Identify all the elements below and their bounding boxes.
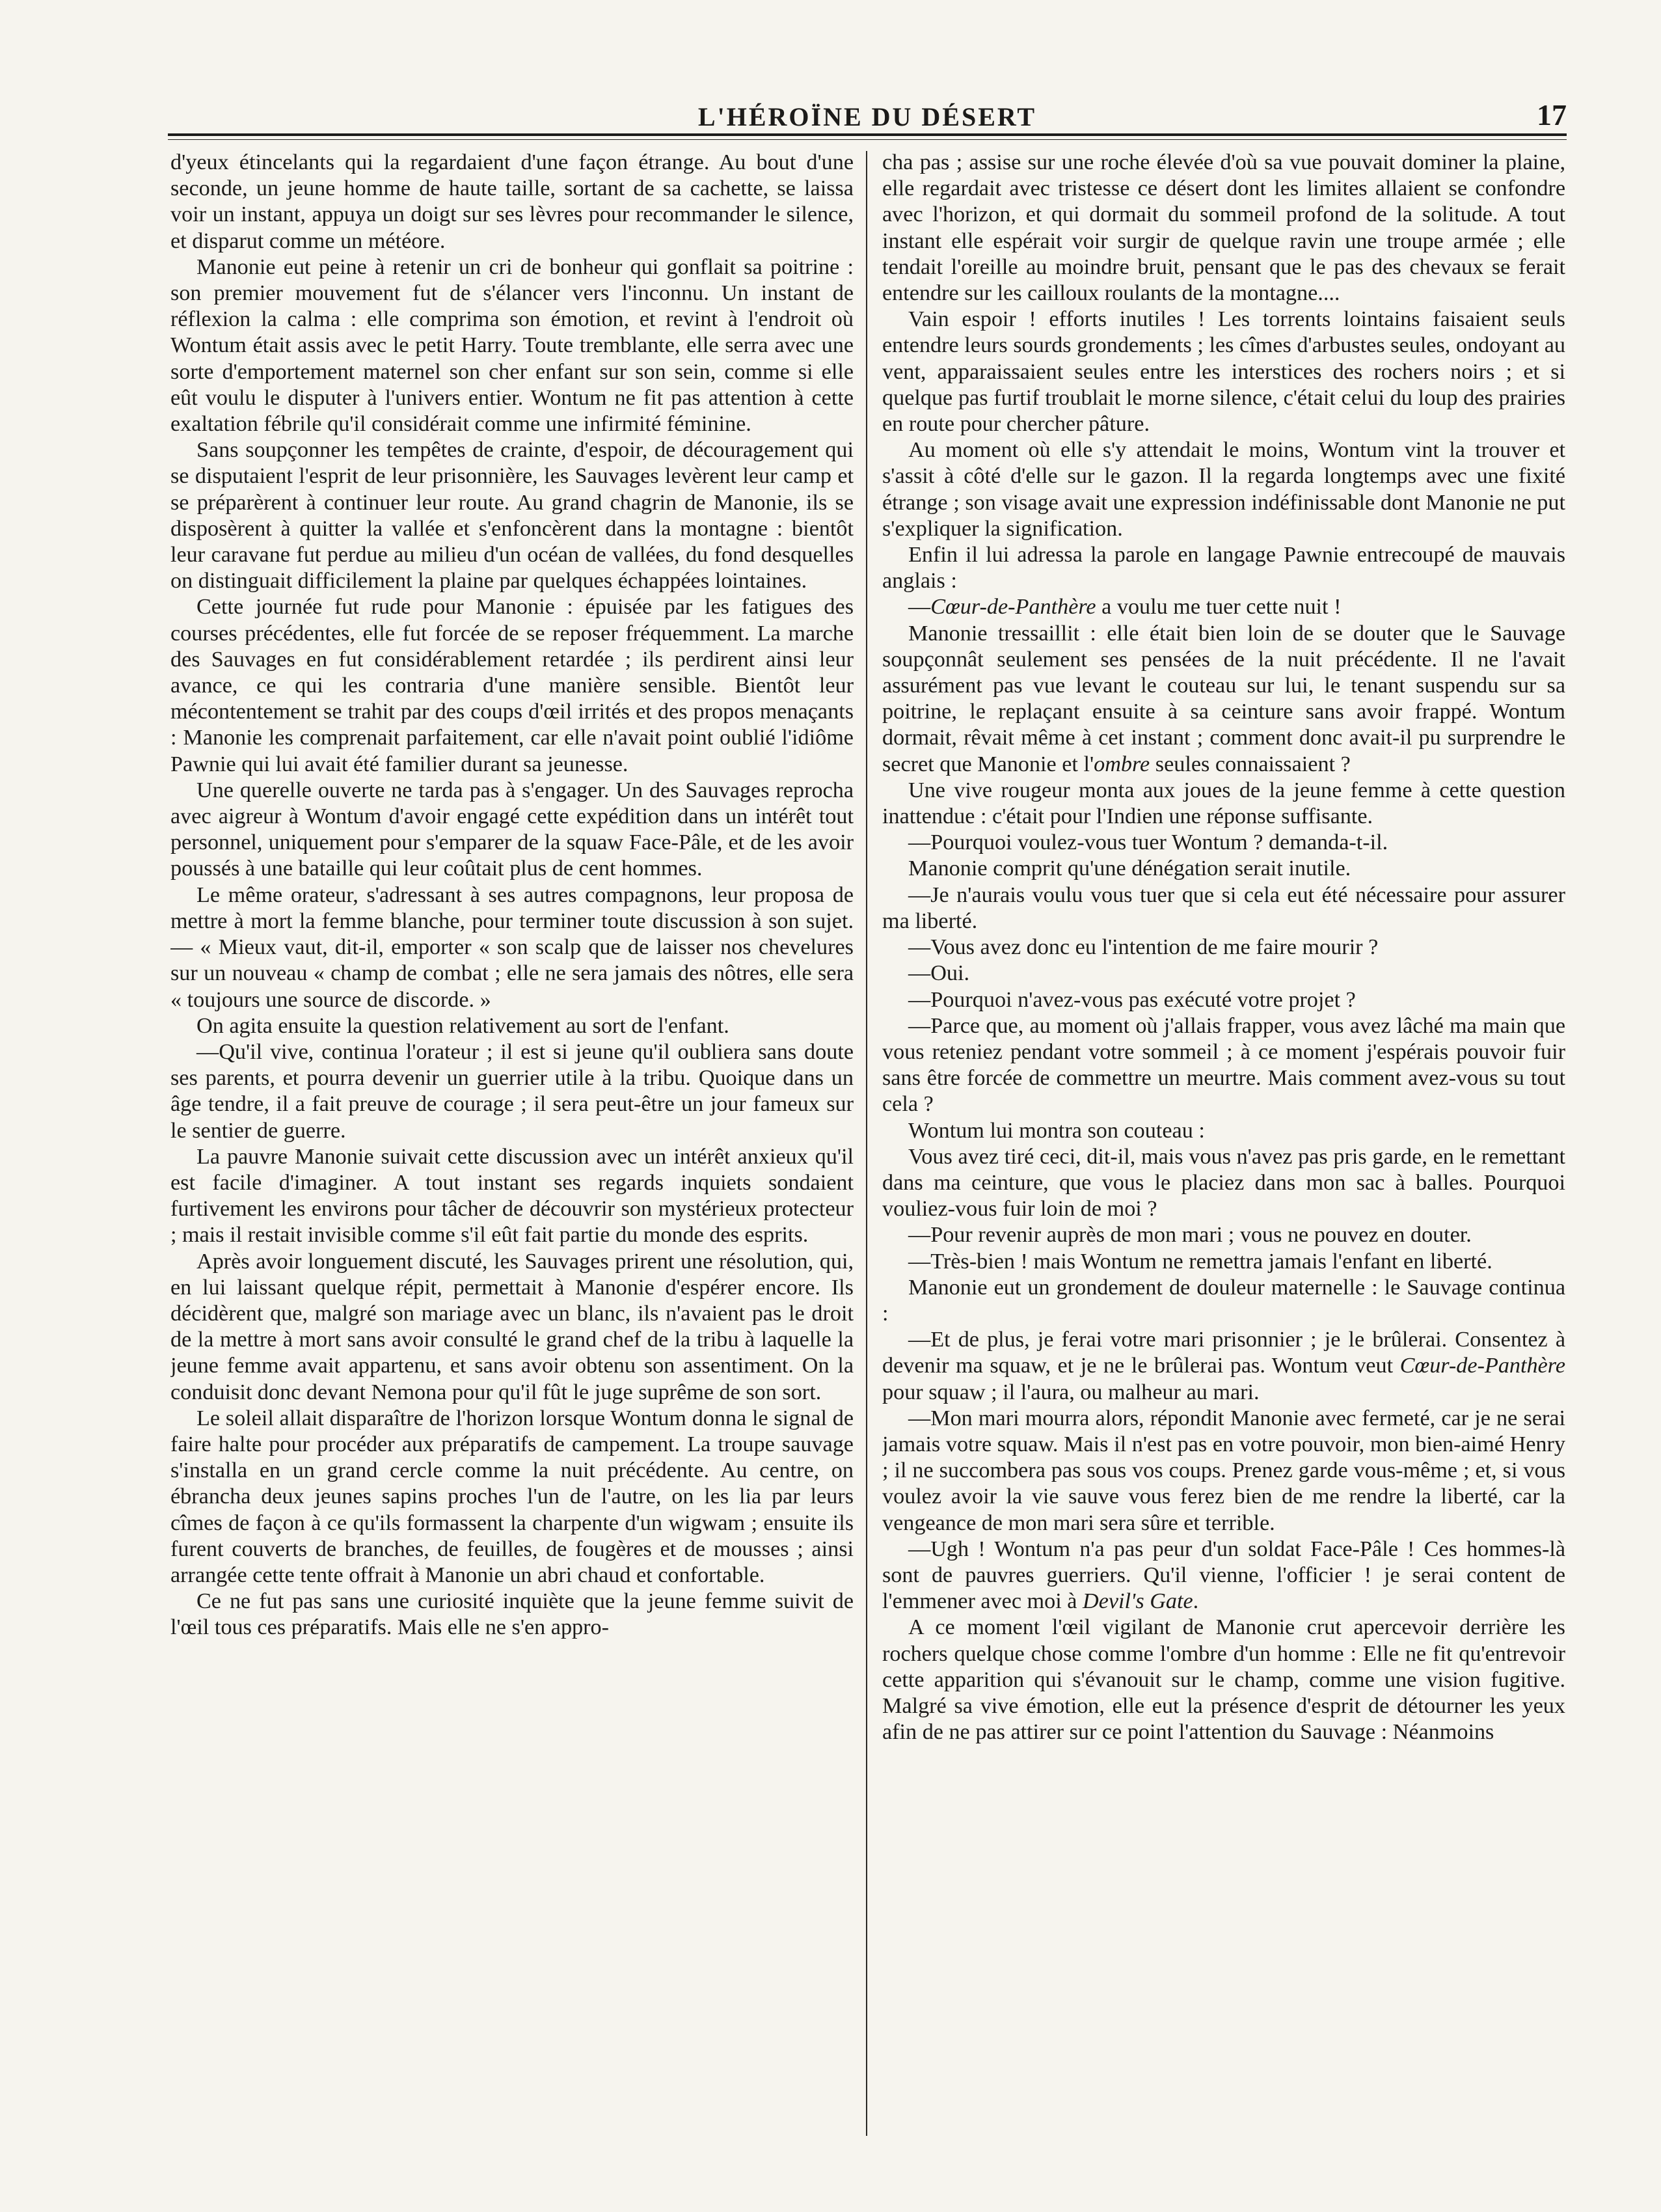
paragraph: Manonie eut peine à retenir un cri de bonheur qui gonflait sa poitrine : son premier mouvement fut de s'élancer vers l'inconnu. Un instant de réflexion la calma : elle comprima son émotion, et revint à l'endroit où Wontum était assis avec le petit Harry. Toute tremblante, elle serra avec une sorte d'emportement maternel son cher enfant sur son sein, comme si elle eût voulu le disputer à l'univers entier. Wontum ne fit pas attention à cette exaltation fébrile qu'il considérait comme une infirmité féminine. xyxy=(170,254,854,437)
paragraph xyxy=(882,307,1565,437)
paragraph xyxy=(882,882,1565,935)
paragraph: Une querelle ouverte ne tarda pas à s'engager. Un des Sauvages reprocha avec aigreur à Wontum d'avoir engagé cette expédition dans un intérêt tout personnel, uniquement pour s'emparer de la squaw Face-Pâle, et de les avoir poussés à une bataille qui leur coûtait plus de cent hommes. xyxy=(170,778,854,881)
paragraph xyxy=(882,1013,1565,1118)
paragraph xyxy=(882,1615,1565,1745)
paragraph-text: A ce moment l'œil vigilant de Manonie crut apercevoir derrière les rochers quelque chose comme l'ombre d'un homme : Elle ne fit qu'entrevoir cette apparition qui s'évanouit sur le champ, comme une vision fugitive. Malgré sa vive émotion, elle eut la présence d'esprit de détourner les yeux afin de ne pas attirer sur ce point l'attention du Sauvage : Néanmoins xyxy=(882,1615,1565,1745)
paragraph: La pauvre Manonie suivait cette discussion avec un intérêt anxieux qu'il est facile d'imaginer. A tout instant ses regards inquiets sondaient furtivement les environs pour tâcher de découvrir son mystérieux protecteur ; mais il restait invisible comme s'il eût fait partie du monde des esprits. xyxy=(170,1144,854,1248)
paragraph xyxy=(882,1327,1565,1406)
running-title: L'HÉROÏNE DU DÉSERT xyxy=(697,102,1037,131)
italic-text: Devil's Gate xyxy=(1083,1589,1193,1614)
paragraph xyxy=(882,856,1565,882)
paragraph-text: seules connaissaient ? xyxy=(1150,752,1351,776)
paragraph: —Qu'il vive, continua l'orateur ; il est si jeune qu'il oubliera sans doute ses parents, et pourra devenir un guerrier utile à la tribu. Quoique dans un âge tendre, il a fait preuve de courage ; il sera peut-être un jour fameux sur le sentier de guerre. xyxy=(170,1039,854,1143)
column-divider xyxy=(866,151,867,2136)
paragraph-text: —Ugh ! Wontum n'a pas peur d'un soldat Face-Pâle ! Ces hommes-là sont de pauvres guerriers. Qu'il vienne, l'officier ! je serai content de l'emmener avec moi à xyxy=(882,1536,1565,1614)
paragraph-text: —Je n'aurais voulu vous tuer que si cela eut été nécessaire pour assurer ma liberté. xyxy=(882,882,1565,933)
paragraph: Après avoir longuement discuté, les Sauvages prirent une résolution, qui, en lui laissant quelque répit, permettait à Manonie d'espérer encore. Ils décidèrent que, malgré son mariage avec un blanc, ils n'avaient pas le droit de la mettre à mort sans avoir consulté le grand chef de la tribu à laquelle la jeune femme avait appartenu, et sans avoir obtenu son assentiment. On la conduisit donc devant Nemona pour qu'il fût le juge suprême de son sort. xyxy=(170,1249,854,1404)
paragraph: d'yeux étincelants qui la regardaient d'une façon étrange. Au bout d'une seconde, un jeune homme de haute taille, sortant de sa cachette, se laissa voir un instant, appuya un doigt sur ses lèvres pour recommander le silence, et disparut comme un météore. xyxy=(170,150,854,253)
italic-text: Cœur-de-Panthère xyxy=(1399,1354,1565,1378)
paragraph xyxy=(882,150,1565,307)
paragraph xyxy=(882,778,1565,830)
paragraph-text: —Et de plus, je ferai votre mari prisonnier ; je le brûlerai. Consentez à devenir ma squaw, et je ne le brûlerai pas. Wontum veut xyxy=(882,1328,1565,1378)
paragraph xyxy=(882,542,1565,594)
paragraph: Cette journée fut rude pour Manonie : épuisée par les fatigues des courses précédentes, elle fut forcée de se reposer fréquemment. La marche des Sauvages en fut considérablement retardée ; ils perdirent ainsi leur avance, ce qui les contraria d'une manière sensible. Bientôt leur mécontentement se trahit par des coups d'œil irrités et des propos menaçants : Manonie les comprenait parfaitement, car elle n'avait point oublié l'idiôme Pawnie qui lui avait été familier durant sa jeunesse. xyxy=(170,595,854,776)
paragraph: Le même orateur, s'adressant à ses autres compagnons, leur proposa de mettre à mort la femme blanche, pour terminer toute discussion à son sujet. — « Mieux vaut, dit-il, emporter « son scalp que de laisser nos chevelures sur un nouveau « champ de combat ; elle ne sera jamais des nôtres, elle sera « toujours une source de discorde. » xyxy=(170,882,854,1012)
paragraph: On agita ensuite la question relativement au sort de l'enfant. xyxy=(196,1013,729,1038)
paragraph-text: —Pourquoi n'avez-vous pas exécuté votre projet ? xyxy=(908,987,1356,1012)
paragraph-text: Manonie comprit qu'une dénégation serait inutile. xyxy=(908,856,1351,881)
paragraph-text: Manonie tressaillit : elle était bien loin de se douter que le Sauvage soupçonnât seulement ses pensées de la nuit précédente. Il ne l'avait assurément pas vue levant le couteau sur lui, le tenant suspendu sur sa poitrine, le replaçant ensuite à sa ceinture sans avoir frappé. Wontum dormait, rêvait même à cet instant ; comment donc avait-il pu surprendre le secret que Manonie et l' xyxy=(882,621,1565,776)
paragraph xyxy=(882,621,1565,778)
paragraph-text: . xyxy=(1193,1589,1199,1614)
paragraph-text: Manonie eut un grondement de douleur maternelle : le Sauvage continua : xyxy=(882,1275,1565,1326)
paragraph-text: Vous avez tiré ceci, dit-il, mais vous n'avez pas pris garde, en le remettant dans ma ceinture, que vous le placiez dans mon sac à balles. Pourquoi vouliez-vous fuir loin de moi ? xyxy=(882,1144,1565,1222)
paragraph-text: Vain espoir ! efforts inutiles ! Les torrents lointains faisaient seuls entendre leurs sourds grondements ; les cîmes d'arbustes seules, ondoyant au vent, apparaissaient seules entre les interstices des rochers noirs ; et si quelque pas furtif troublait le morne silence, c'était celui du loup des prairies en route pour chercher pâture. xyxy=(882,307,1565,437)
paragraph-text: —Pourquoi voulez-vous tuer Wontum ? demanda-t-il. xyxy=(908,830,1388,855)
paragraph xyxy=(882,594,1565,620)
paragraph xyxy=(882,1222,1565,1248)
paragraph xyxy=(882,1275,1565,1327)
paragraph-text: Au moment où elle s'y attendait le moins, Wontum vint la trouver et s'assit à côté d'elle sur le gazon. Il la regarda longtemps avec une fixité étrange ; son visage avait une expression indéfinissable dont Manonie ne put s'expliquer la signification. xyxy=(882,438,1565,541)
paragraph xyxy=(882,987,1565,1013)
paragraph xyxy=(882,437,1565,542)
paragraph-text: —Oui. xyxy=(908,961,970,986)
paragraph: Le soleil allait disparaître de l'horizon lorsque Wontum donna le signal de faire halte pour procéder aux préparatifs de campement. La troupe sauvage s'installa en un grand cercle comme la nuit précédente. Au centre, on ébrancha deux jeunes sapins proches l'un de l'autre, on les lia par leurs cîmes de façon à ce qu'ils formassent la charpente d'un wigwam ; ensuite ils furent couverts de branches, de feuilles, de fougères et de mousses ; ainsi arrangée cette tente offrait à Manonie un abri chaud et confortable. xyxy=(170,1406,854,1587)
italic-text: Cœur-de-Panthère xyxy=(930,595,1096,620)
paragraph-text: —Très-bien ! mais Wontum ne remettra jamais l'enfant en liberté. xyxy=(908,1249,1492,1274)
paragraph xyxy=(882,1536,1565,1615)
paragraph xyxy=(882,1249,1565,1275)
paragraph xyxy=(882,1118,1565,1144)
paragraph-text: —Vous avez donc eu l'intention de me faire mourir ? xyxy=(908,935,1379,960)
paragraph-text: Wontum lui montra son couteau : xyxy=(908,1118,1205,1143)
paragraph xyxy=(882,1406,1565,1536)
paragraph-text: Enfin il lui adressa la parole en langage Pawnie entrecoupé de mauvais anglais : xyxy=(882,543,1565,594)
paragraph-text: pour squaw ; il l'aura, ou malheur au mari. xyxy=(882,1380,1260,1404)
header-rule-thin xyxy=(168,139,1567,140)
paragraph-text: —Pour revenir auprès de mon mari ; vous ne pouvez en douter. xyxy=(908,1223,1472,1248)
paragraph-text: a voulu me tuer cette nuit ! xyxy=(1096,595,1342,620)
text-column-left xyxy=(170,150,854,2141)
paragraph-text: Une vive rougeur monta aux joues de la jeune femme à cette question inattendue : c'était pour l'Indien une réponse suffisante. xyxy=(882,778,1565,829)
paragraph-text: —Mon mari mourra alors, répondit Manonie avec fermeté, car je ne serai jamais votre squaw. Mais il n'est pas en votre pouvoir, mon bien-aimé Henry ; il ne succombera pas sous vos coups. Prenez garde vous-même ; et, si vous voulez avoir la vie sauve vous ferez bien de me rendre la liberté, car la vengeance de mon mari sera sûre et terrible. xyxy=(882,1406,1565,1535)
paragraph: Ce ne fut pas sans une curiosité inquiète que la jeune femme suivit de l'œil tous ces préparatifs. Mais elle ne s'en appro- xyxy=(170,1589,854,1640)
paragraph-text: cha pas ; assise sur une roche élevée d'où sa vue pouvait dominer la plaine, elle regardait avec tristesse ce désert dont les limites allaient se confondre avec l'horizon, et qui dormait du sommeil profond de la solitude. A tout instant elle espérait voir surgir de quelque ravin une troupe armée ; elle tendait l'oreille au moindre bruit, pensant que le pas des chevaux se ferait entendre sur les cailloux roulants de la montagne.... xyxy=(882,150,1565,306)
header-rule-thick xyxy=(168,133,1567,136)
paragraph-text: —Parce que, au moment où j'allais frapper, vous avez lâché ma main que vous reteniez pendant votre sommeil ; à ce moment j'espérais pouvoir fuir sans être forcée de commettre un meurtre. Mais comment avez-vous su tout cela ? xyxy=(882,1013,1565,1117)
paragraph xyxy=(882,830,1565,856)
italic-text: ombre xyxy=(1094,752,1150,776)
paragraph-text: — xyxy=(908,595,931,620)
paragraph xyxy=(882,935,1565,961)
paragraph xyxy=(882,961,1565,987)
paragraph xyxy=(882,1144,1565,1223)
text-column-right xyxy=(882,150,1565,2141)
page-header xyxy=(168,96,1567,133)
paragraph: Sans soupçonner les tempêtes de crainte, d'espoir, de découragement qui se disputaient l'esprit de leur prisonnière, les Sauvages levèrent leur camp et se préparèrent à continuer leur route. Au grand chagrin de Manonie, ils se disposèrent à quitter la vallée et s'enfoncèrent dans la montagne : bientôt leur caravane fut perdue au milieu d'un océan de vallées, du fond desquelles on distinguait difficilement la plaine par quelques échappées lointaines. xyxy=(170,438,854,594)
page-number: 17 xyxy=(1537,98,1567,131)
